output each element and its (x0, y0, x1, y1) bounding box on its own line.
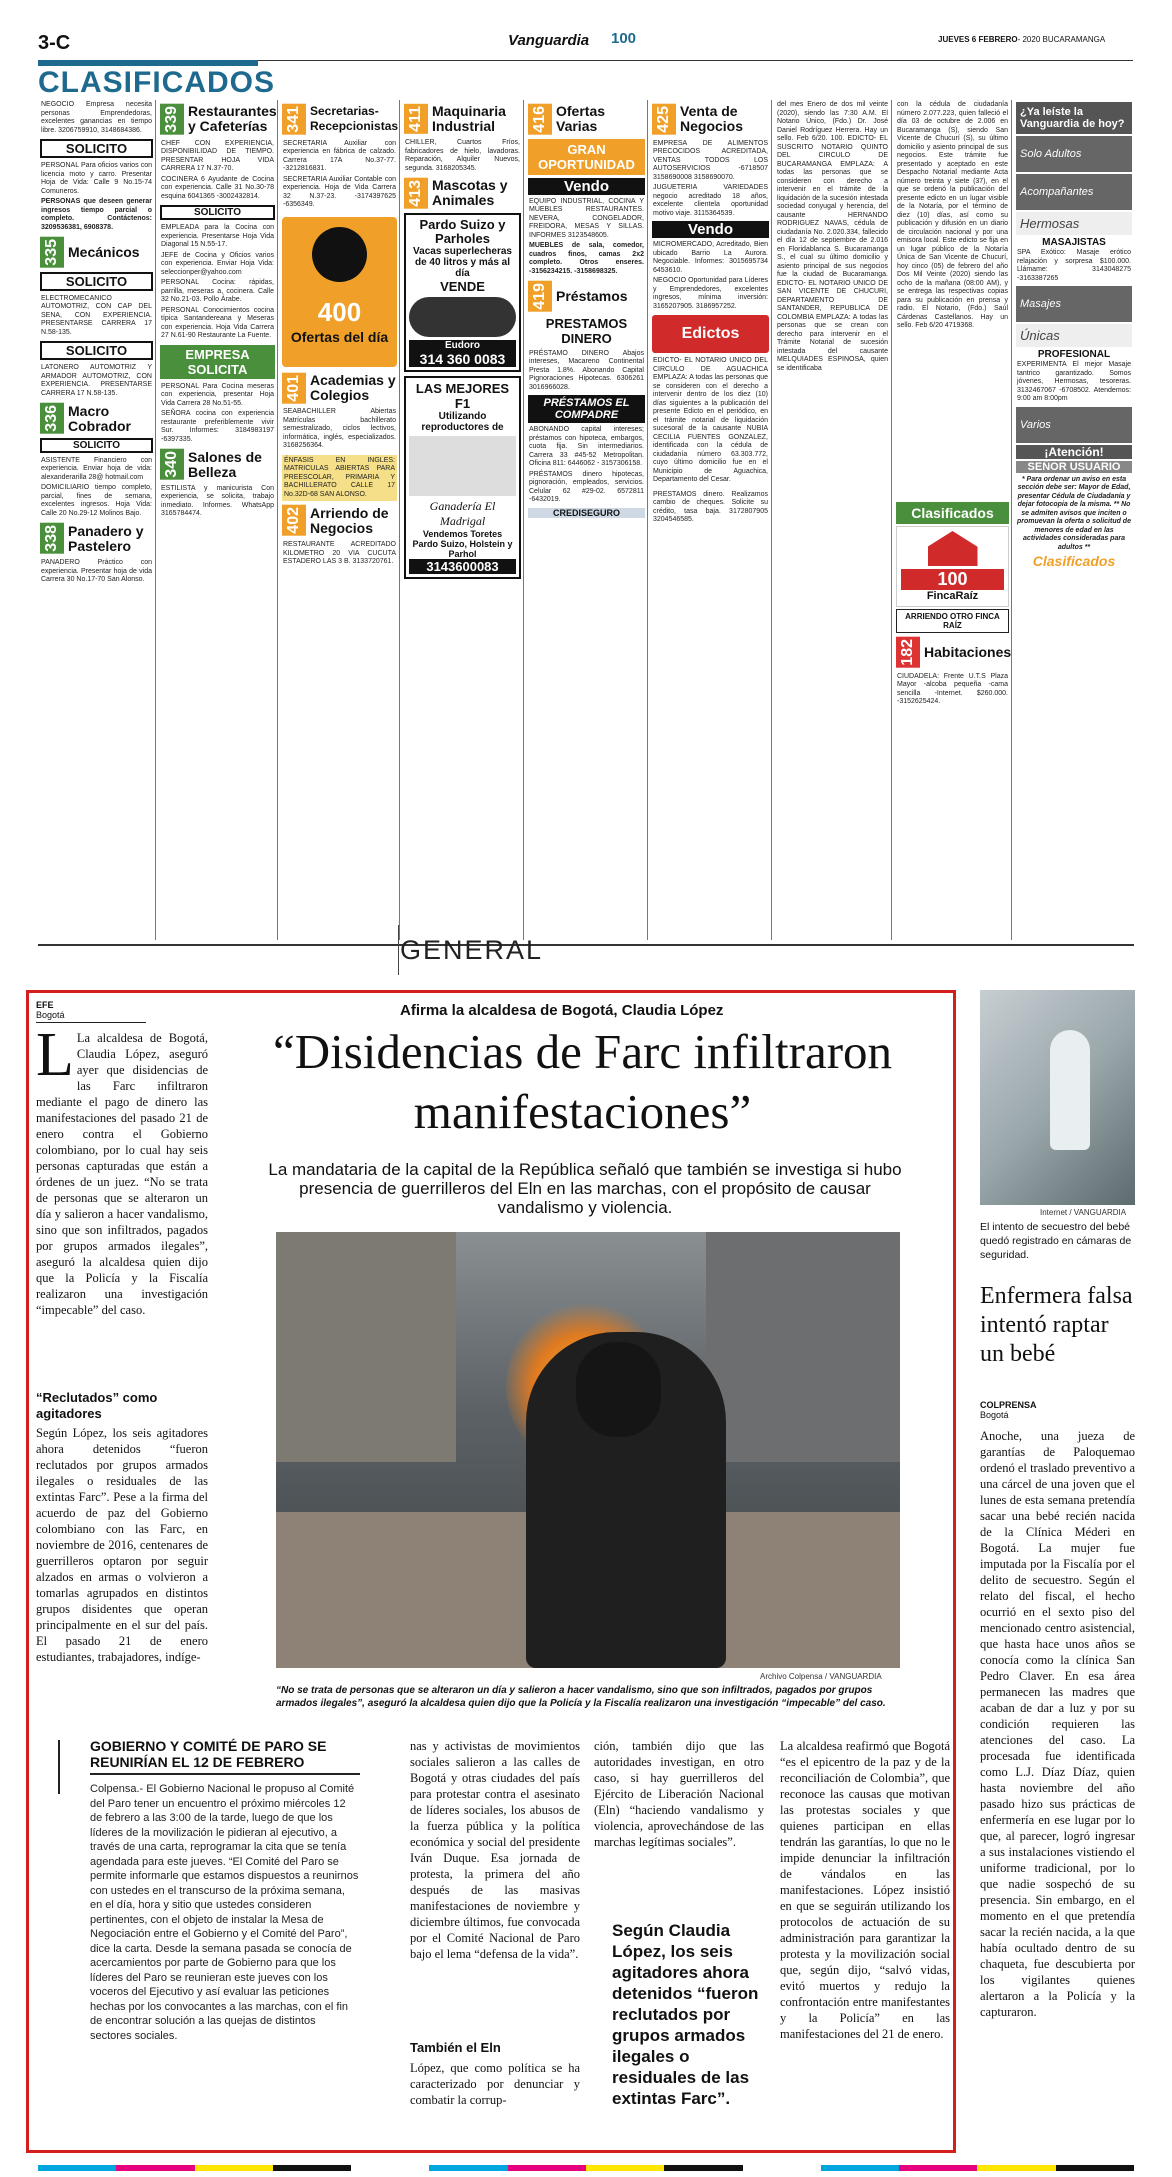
side-city: Bogotá (980, 1410, 1009, 1420)
box-rule (58, 1740, 60, 1794)
print-color-bar (38, 2165, 1134, 2171)
section-panadero: 338 Panadero y Pastelero (40, 523, 153, 554)
ad-text: PERSONAL Cocina: rápidas, parrilla, meseras a, cocinera. Calle 32 No.21-03. Pollo Árabe. (161, 279, 274, 304)
side-caption: El intento de secuestro del bebé quedó registrado en cámaras de seguridad. (980, 1221, 1132, 1261)
cat-varios: Varios (1016, 407, 1132, 443)
classifieds-column-9 (1014, 100, 1134, 940)
section-restaurantes: 339 Restaurantes y Cafeterías (160, 104, 275, 135)
building-left (276, 1232, 456, 1462)
subhead-reclutados: “Reclutados” como agitadores (36, 1390, 158, 1421)
classifieds-column-3 (280, 100, 400, 940)
ad-text: JUGUETERIA VARIEDADES negocio acreditado 18 años, excelente clientela oportunidad motivo viaje. 3115364539. (653, 184, 768, 217)
protester-hood (576, 1342, 661, 1437)
classifieds-column-2 (158, 100, 278, 940)
section-cobrador: 336 Macro Cobrador (40, 403, 153, 434)
profesional-heading: PROFESIONAL (1037, 349, 1111, 360)
classifieds-column-4 (402, 100, 524, 940)
section-title: CLASIFICADOS (38, 66, 275, 99)
solicito-heading: SOLICITO (40, 139, 153, 158)
senor-usuario: SEÑOR USUARIO (1016, 461, 1132, 473)
ad-text: NEGOCIO Oportunidad para Líderes y Emprendedores, excelentes ingresos, mínima inversión: 3165207905. 3186957252. (653, 277, 768, 310)
side-photo-credit: Internet / VANGUARDIA (1040, 1208, 1127, 1217)
ad-text: SECRETARIA Auxiliar Contable con experiencia. Hoja de Vida Carrera 32 N.37-23. -3174397625 -6356349. (283, 175, 396, 209)
ofertas-del-dia-block (282, 217, 397, 367)
gran-oportunidad: GRAN OPORTUNIDAD (528, 139, 645, 175)
solicito-heading: SOLICITO (40, 341, 153, 360)
building-right (706, 1232, 900, 1462)
byline-rule (36, 1022, 146, 1023)
ad-text: NEGOCIO Empresa necesita personas Emprendedoras, excelentes ganancias en tiempo libre. 3206759910, 3148684386. (41, 101, 152, 134)
prestamos-compadre: PRÉSTAMOS EL COMPADRE (528, 395, 645, 423)
ad-text: EQUIPO INDUSTRIAL, COCINA Y MUEBLES RESTAURANTES. NEVERA, CONGELADOR, FREIDORA, MESAS Y SILLAS. INFORMES 3123548605. (529, 197, 644, 239)
atencion-banner: ¡Atención! (1016, 445, 1132, 459)
ad-text: DOMICILIARIO tiempo completo, parcial, fines de semana, excelentes ingresos. Hoja Vida: Calle 20 No.29-12 Molinos Bajo. (41, 484, 152, 517)
ad-text: LATONERO AUTOMOTRIZ Y ARMADOR AUTOMOTRIZ, CON EXPERIENCIA. PRESENTARSE CARRERA 17 N.58-135. (41, 364, 152, 397)
solicito-heading: SOLICITO (40, 438, 153, 453)
ad-f1: LAS MEJORES F1 Utilizando reproductores de Ganadería El Madrigal Vendemos Toretes Pardo Suizo, Holstein y Parhol 3143600083 (404, 376, 521, 579)
anniversary-logo: 100 (611, 30, 637, 47)
drop-cap: L (36, 1030, 74, 1089)
side-body: Anoche, una jueza de garantías de Paloquemao ordenó el traslado preventivo a una cárcel de una joven que el lunes de esta semana pretendía sacar una bebé recién nacida de la Clínica Méderi en Bogotá. La mujer fue imputada por la Fiscalía por el delito de secuestro. Según el relato del fiscal, el hecho ocurrió en el sexto piso del mencionado centro asistencial, que hasta hace unos años se conocía como la clínica San Pedro Claver. En esa área permanecen las madres que acaban de dar a luz y por su condición requieren las atenciones del caso. La procesada fue identificada como L.J. Díaz Díaz, quien hasta noviembre del año pasado hizo sus prácticas de enfermería en ese lugar por lo que, al parecer, logró ingresar a sus instalaciones vistiendo el uniforme tradicional, por lo que nadie sospechó de su presencia. Sin embargo, en el momento en el que pretendía sacar la recién nacida, a la que había ocultado dentro de su chaqueta, fue descubierta por los vigilantes quienes alertaron a la Policía y la capturaron. (980, 1429, 1135, 2019)
ad-text: PANADERO Práctico con experiencia. Presentar hoja de vida Carrera 30 No.17-70 San Alonso. (41, 559, 152, 584)
crediseguro: CREDISEGURO (528, 508, 645, 518)
ad-text: PERSONAL Para Cocina meseras con experiencia, presentar Hoja Vida Carrera 28 No.51-55. (161, 382, 274, 407)
ad-text: MICROMERCADO, Acreditado, Bien ubicado Barrio La Aurora. Negociable. Informes: 3015695734 6453610. (653, 241, 768, 274)
box-text: Colpensa.- El Gobierno Nacional le propuso al Comité del Paro tener un encuentro el próximo miércoles 12 de febrero a las 3:00 de la tarde, luego de que los líderes de la movilización le pidieran al ejecutivo, a través de una carta, reprogramar la cita que se tenía agendada para este jueves. “El Comité del Paro se permite informarle que estamos dispuestos a reunirnos con ustedes en el transcurso de la próxima semana, en el día, hora y sitio que ustedes consideren pertinentes, con el objeto de instalar la Mesa de Negociación entre el Gobierno y el Comité del Paro”, dice la carta. Desde la semana pasada se conocía de acercamientos por parte de Gobierno para que los líderes del Paro se reunieran este jueves con los voceros del Ejecutivo y así evaluar las peticiones hechas por los convocantes a las marchas, con el fin de encontrar solución a las quejas de distintos sectores sociales. (90, 1783, 359, 2042)
masajistas-heading: MASAJISTAS (1042, 237, 1106, 248)
section-banner: GENERAL (400, 935, 544, 965)
ad-text: SPA Exótico: Masaje erótico relajación y sorpresa $100.000. Llámame: 3143048275 -3163387265 (1017, 249, 1131, 282)
section-maquinaria: 411 Maquinaria Industrial (404, 104, 521, 134)
section-arriendo-negocios: 402 Arriendo de Negocios (282, 505, 397, 536)
ad-text: EDICTO- EL NOTARIO UNICO DEL CIRCULO DE AGUACHICA EMPLAZA: A todas las personas que se consideren con el derecho a intervenir dentro de los diez (10) días siguientes a la publicación del presente Edicto en el periódico, en el trámite notarial de liquidación sucesoral de la causante NUBIA CECILIA FUENTES GONZALEZ, identificada con la cédula de ciudadanía número 63.303.772, cuyo último domicilio fue en el Municipio de Aguachica, Departamento del Cesar. (653, 357, 768, 484)
classifieds-column-8 (894, 100, 1012, 940)
empresa-solicita-banner: EMPRESA SOLICITA (160, 345, 275, 379)
edicto-text: con la cédula de ciudadanía número 2.077.223, quien falleció el día 03 de octubre de 2.006 en Bucaramanga (S), siendo San Vicente de Chucurí (S), su último domicilio y asiento principal de sus negocios. Este trámite fue presentado y aceptado en este Despacho Notarial mediante Acta número treinta y siete (37), en el que se ordenó la publicación del presente edicto en un lugar visible de la Notaría, por el término de diez (10) días, así como su publicación y difusión en un diario de circulación nacional y por una emisora local. Este edicto se fija en un lugar público de la Notaría Única de San Vicente de Chucurí, hoy cinco (05) de febrero del año Dos Mil Veinte (2020) siendo las ocho de la mañana (08:00 AM), y se entrega las respectivas copias para su publicación en prensa y radio. El Notario, (Fdo.) Saúl Cárdenas Castellanos. Hay un sello. Feb 6/20 4719368. (897, 101, 1008, 329)
ad-text: CHEF CON EXPERIENCIA, DISPONIBILIDAD DE TIEMPO. PRESENTAR HOJA VIDA CARRERA 17 N.37-70. (161, 139, 274, 173)
ad-text: PERSONAL Conocimientos cocina típica Santandereana y Meseras con experiencia. Hoja Vida Carrera 27 N.61-90 Restaurante La Fuente. (161, 306, 274, 340)
article-body-left-2: Según López, los seis agitadores ahora detenidos “fueron reclutados por grupos armados ilegales o residuales de las extintas Farc”. Pese a la firma del acuerdo de paz del Gobierno colombiano con las Farc, en noviembre de 2016, centenares de guerrilleros optaron por seguir alzados en armas o volvieron a tomarlas agrupados en distintos grupos disidentes que operan principalmente en el sur del país. El pasado 21 de enero estudiantes, trabajadores, indíge- (36, 1426, 208, 1664)
nurse-figure (1050, 1030, 1090, 1150)
ad-text: JEFE de Cocina y Oficios varios con experiencia. Enviar Hoja Vida: seleccionper@yahoo.com (161, 251, 274, 276)
banner-rule (398, 925, 399, 975)
pullquote: Según Claudia López, los seis agitadores ahora detenidos “fueron reclutados por grupos armados ilegales o residuales de las extintas Farc”. (612, 1921, 759, 2108)
solicito-heading: SOLICITO (160, 205, 275, 220)
alarm-clock-icon (312, 227, 367, 282)
section-mascotas: 413 Mascotas y Animales (404, 178, 521, 209)
ad-text: ABONANDO capital intereses; préstamos con hipoteca, embargos, cuota fija. Sin intermediarios. Carrera 33 #45-52 Metropolitan. Oficina 811: 6446062 - 3157306158. (529, 426, 644, 468)
ad-text: EXPERIMENTA El mejor Masaje tantrico garantizado. Somos jóvenes, Hermosas, tesoreras. 3132467067 -6708502. Atendemos: 9:00 am 8:00pm (1017, 361, 1131, 402)
brand-logo: Vanguardia (508, 32, 590, 49)
ad-text: EMPLEADA para la Cocina con experiencia. Presentarse Hoja Vida Diagonal 15 N.55-17. (161, 224, 274, 249)
section-ofertas-varias: 416 Ofertas Varias (528, 104, 645, 135)
bull-image (409, 297, 516, 337)
protest-photo (276, 1232, 900, 1668)
clasificados-brand: Clasificados (896, 502, 1009, 524)
vendo-banner: Vendo (528, 178, 645, 195)
photo-credit: Archivo Colpensa / VANGUARDIA (760, 1672, 882, 1681)
article-body-col4: ción, también dijo que las autoridades investigan, en otro caso, si hay guerrilleros del Ejército de Liberación Nacional (Eln) “haciendo vandalismo y violencia, aprovechándose de las marchas legítimas sociales”. (594, 1739, 764, 1849)
section-secretarias: 341 Secretarias-Recepcionistas (282, 104, 397, 135)
kicker: Afirma la alcaldesa de Bogotá, Claudia López (400, 1002, 724, 1019)
section-academias: 401 Academias y Colegios (282, 373, 397, 404)
box-title: GOBIERNO Y COMITÉ DE PARO SE REUNIRÍAN EL 12 DE FEBRERO (90, 1738, 360, 1775)
ad-text: PERSONAL Para oficios varios con licencia moto y carro. Presentar Hoja de Vida: Calle 9 No.15-74 Comuneros. (41, 162, 152, 195)
prestamos-dinero-heading: PRESTAMOS DINERO (545, 315, 628, 346)
ofertas-number: 400 (317, 296, 362, 327)
subhead-eln: También el Eln (410, 2040, 501, 2055)
byline-city: Bogotá (36, 1010, 65, 1020)
cat-acompanantes: Acompañantes (1016, 174, 1132, 210)
photo-caption: “No se trata de personas que se alteraron un día y salieron a hacer vandalismo, sino que son infiltrados, pagados por grupos armados ilegales”, aseguró la alcaldesa quien dijo que la Policía y la Fiscalía realizaron una investigación “impecable” del caso. (276, 1685, 886, 1709)
article-body-col5: La alcaldesa reafirmó que Bogotá “es el epicentro de la paz y de la reconciliación de Colombia”, que reconoce las causas que motivan las protestas sociales y que quienes participan en ellas tendrán las garantías, lo que no le impide denunciar la infiltración de vándalos en las manifestaciones. López insistió en que se seguirán utilizando los protocolos de actuación de su administración para garantizar la protesta y la movilización social que, según dijo, “salvó vidas, evitó muertos y redujo la confrontación entre manifestantes y la Policía” en las manifestaciones del 21 de enero. (780, 1739, 950, 2041)
cat-unicas: Únicas (1016, 324, 1132, 347)
security-camera-photo (980, 990, 1135, 1205)
classifieds-column-6 (650, 100, 772, 940)
classifieds-column-1 (38, 100, 156, 940)
ad-text: SECRETARIA Auxiliar con experiencia en fábrica de calzado. Carrera 17A No.37-77. -3212816831. (283, 139, 396, 173)
clasificados-logo: Clasificados (1032, 553, 1116, 569)
side-agency: COLPRENSA (980, 1400, 1037, 1410)
byline-agency: EFE (36, 1000, 54, 1010)
arriendo-otro: ARRIENDO OTRO FINCA RAÍZ (896, 609, 1009, 633)
ad-text: ESTILISTA y manicurista Con experiencia, se solicita, trabajo inmediato. Informes. WhatsApp 3165784474. (161, 484, 274, 518)
vendo-banner: Vendo (652, 221, 769, 238)
house-icon (928, 531, 978, 566)
ad-text: PRESTAMOS dinero. Realizamos cambio de cheques. Solicite su crédito, tasa baja. 3172807905 3204546585. (653, 490, 768, 524)
headline: “Disidencias de Farc infiltraron manifestaciones” (272, 1024, 893, 1139)
ad-text: SEABACHILLER Abiertas Matrículas bachillerato semestralizado, ciclos lectivos, informática, inglés, especializados. 3168256364. (283, 408, 396, 450)
section-venta-negocios: 425 Venta de Negocios (652, 104, 769, 135)
cow-image (409, 436, 516, 496)
ad-text: PRÉSTAMO DINERO Abajos intereses, Macareno Continental Presta 1.8%. Abonando Capital Pignoraciones Hipotecas. 6306261 3016966028. (529, 349, 644, 391)
page-number: 3-C (38, 32, 71, 54)
ad-text: COCINERA 6 Ayudante de Cocina con experiencia. Calle 31 No.30-78 esquina 6041365 -3002432814. (161, 175, 274, 200)
ad-text: RESTAURANTE ACREDITADO KILOMETRO 20 VIA CUCUTA ESTADERO LAS 3 B. 3133720761. (283, 541, 396, 566)
senor-text: * Para ordenar un aviso en esta sección debe ser: Mayor de Edad, presentar Cédula de Ciudadanía y dejar fotocopia de la misma. ** No se admiten avisos que inciten o promuevan la oferta o solicitud de menores de edad en las actividades consideradas para adultos ** (1017, 475, 1131, 551)
ad-text: PERSONAS que deseen generar ingresos tiempo parcial o completo. Contáctenos: 3209536381, 6908378. (41, 198, 152, 231)
article-body-col3b: López, que como política se ha caracterizado por denunciar y combatir la corrup- (410, 2061, 580, 2107)
cat-solo-adultos: Solo Adultos (1016, 136, 1132, 172)
ad-text: PRÉSTAMOS dinero hipotecas, pignoración, empleados, servicios. Celular 62 #29-02. 6572811 -6432019. (529, 470, 644, 504)
fincaraiz-block: 100 FincaRaíz (896, 526, 1009, 607)
article-body-left: L La alcaldesa de Bogotá, Claudia López, aseguró ayer que disidencias de las Farc infiltraron mediante el pago de dinero las manifestaciones del pasado 21 de enero contra el Gobierno colombiano, por lo cual hay seis personas capturadas que están a órdenes de un juez. “No se trata de personas que se alteraron un día y salieron a hacer vandalismo, sino que son infiltrados, pagados por grupos armados ilegales”, aseguró la alcaldesa quien dijo que la Policía y la Fiscalía realizaron una investigación “impecable” del caso. (36, 1030, 208, 1317)
section-prestamos: 419 Préstamos (528, 281, 645, 312)
ad-text: SEÑORA cocina con experiencia restaurante preferiblemente vivir Sur. Informes: 3184983197 -6397335. (161, 410, 274, 443)
section-habitaciones: 182 Habitaciones (896, 637, 1009, 668)
ad-text: MUEBLES de sala, comedor, cuadros finos, camas 2x2 completo. Otros enseres. -3156234215. -3158698325. (529, 242, 644, 275)
article-body-col3: nas y activistas de movimientos sociales salieron a las calles de Bogotá y otras ciudades del país para protestar contra el asesinato de líderes sociales, los abusos de la fuerza pública y la política económica y social del presidente Iván Duque. Esa jornada de protesta, la primera del año después de las masivas manifestaciones de noviembre y diciembre últimos, fue convocada por el Comité Nacional de Paro bajo el lema “defensa de la vida”. (410, 1739, 580, 1961)
deck: La mandataria de la capital de la República señaló que también se investiga si hubo presencia de guerrilleros del Eln en las marchas, con el propósito de causar vandalismo y violencia. (268, 1160, 902, 1217)
ofertas-label: Ofertas del día (290, 328, 389, 345)
page-header (38, 30, 1133, 99)
side-headline: Enfermera falsa intentó raptar un bebé (980, 1283, 1133, 1367)
classifieds-column-5 (526, 100, 648, 940)
date: JUEVES 6 FEBRERO- 2020 BUCARAMANGA (938, 35, 1106, 44)
cat-masajes: Masajes (1016, 286, 1132, 322)
ad-text: CHILLER, Cuartos Fríos, fabricadores de hielo, lavadoras. Reparación, Alquiler Nuevos, segunda. 3168205345. (405, 139, 520, 172)
ad-text: CIUDADELA: Frente U.T.S Plaza Mayor -alcoba pequeña -cama sencilla -Internet. $260.000. -3152625424. (897, 672, 1008, 706)
ad-text: ASISTENTE Financiero con experiencia. Enviar hoja de vida: alexanderarilla 28@ hotmail.com (41, 456, 152, 481)
classifieds-bottom-rule (38, 944, 1134, 946)
ad-pardo-suizo: Pardo Suizo y Parholes Vacas superlecheras de 40 litros y más al día VENDE Eudoro 314 360 0083 (404, 213, 521, 372)
classifieds-column-7 (774, 100, 892, 940)
solicito-heading: SOLICITO (40, 272, 153, 291)
ad-text: ÉNFASIS EN INGLES: MATRICULAS ABIERTAS PARA PREESCOLAR, PRIMARIA Y BACHILLERATO CALLE 17 No.32D-68 SAN ALONSO. (282, 455, 397, 502)
header-rule (258, 60, 1133, 61)
ad-text: EMPRESA DE ALIMENTOS PRECOCIDOS ACREDITADA, VENTAS TODOS LOS AUTOSERVICIOS -6718507 3158690008 3158690070. (653, 139, 768, 181)
ad-text: ELECTROMECANICO AUTOMOTRIZ, CON CAP DEL SENA, CON EXPERIENCIA. PRESENTARSE CARRERA 17 N.58-135. (41, 294, 152, 336)
section-mecanicos: 335 Mecánicos (40, 237, 153, 268)
leiste-promo: ¿Ya leíste la Vanguardia de hoy? (1016, 102, 1132, 134)
edictos-banner: Edictos (652, 315, 769, 353)
edicto-text: del mes Enero de dos mil veinte (2020), siendo las 7:30 A.M. El Notario Único, (Fdo.) Dr. José Daniel Rodríguez Herrera. Hay un sello. Feb 6/20. 100. EDICTO- EL SUSCRITO NOTARIO QUINTO DEL CIRCULO DE BUCARAMANGA EMPLAZA: A todas las personas que se consideren con derecho a intervenir en el trámite de la liquidación de la sucesión intestada sociedad conyugal y herencia, del causante HERNANDO RODRIGUEZ NAVAS, cédula de ciudadanía No. 2.020.334, fallecido el día 12 de septiembre de 2.016 en Floridablanca S. Bucaramanga S., el cual su último domicilio y asiento principal de sus negocios fue la ciudad de Bucaramanga. EDICTO- EL NOTARIO UNICO DE SAN VICENTE DE CHUCURI, DEPARTAMENTO DE SANTANDER, REPUBLICA DE COLOMBIA EMPLAZA: A todas las personas que se crean con derecho para intervenir en el Trámite Notarial de sucesión intestada del causante MELQUIADES ESPINOSA, quien se identificaba (777, 101, 888, 372)
section-salones: 340 Salones de Belleza (160, 449, 275, 480)
cat-hermosas: Hermosas (1016, 212, 1132, 235)
